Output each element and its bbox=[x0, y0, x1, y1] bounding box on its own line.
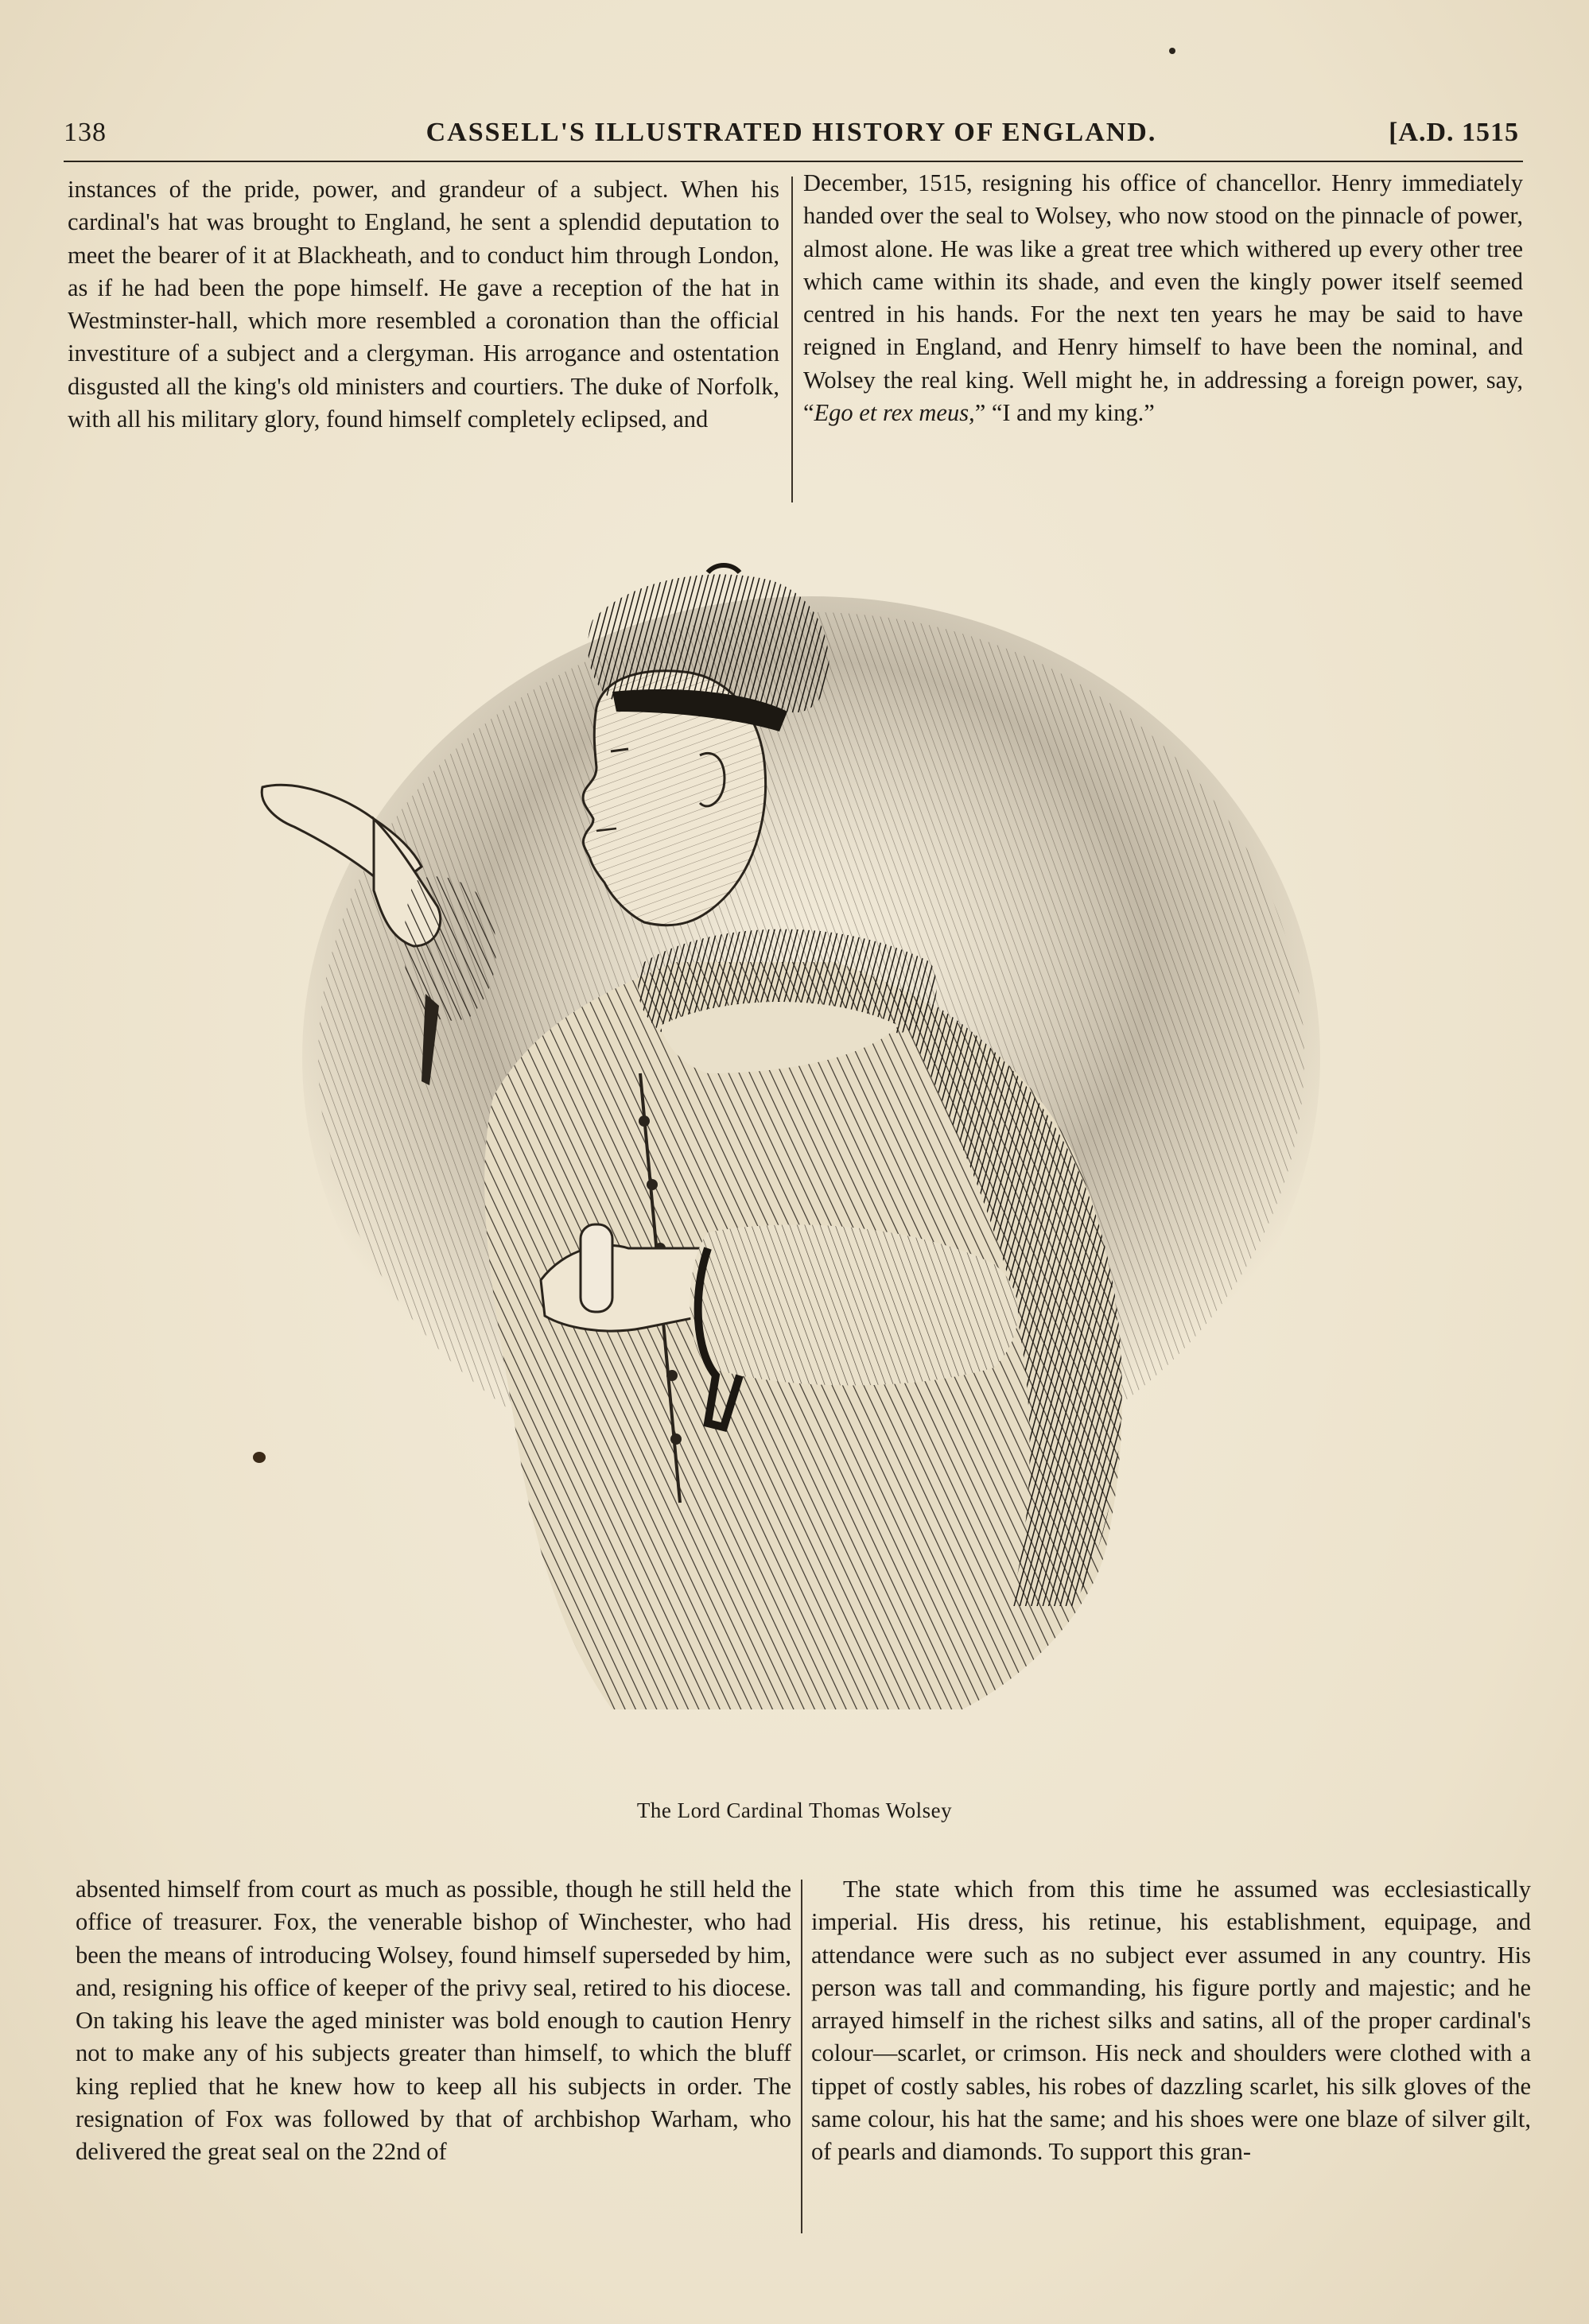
header-date: [A.D. 1515 bbox=[1389, 118, 1519, 147]
ink-spot bbox=[253, 1452, 266, 1463]
column-top-right bbox=[803, 167, 1523, 429]
paragraph: absented himself from court as much as possible, though he still held the office of treasurer. Fox, the venerable bishop of Winchester, who had been the means of introducing Wolsey, found himself superseded by him, and, resigning his office of keeper of the privy seal, retired to his diocese. On taking his leave the aged minister was bold enough to caution Henry not to make any of his subjects greater than himself, to which the bluff king replied that he knew how to keep all his subjects in order. The resignation of Fox was followed by that of archbishop Warham, who delivered the great seal on the 22nd of bbox=[76, 1876, 791, 2166]
paragraph: instances of the pride, power, and grandeur of a subject. When his cardinal's hat was brought to England, he sent a splendid deputation to meet the bearer of it at Blackheath, and to conduct him through London, as if he had been the pope himself. He gave a reception of the hat in Westminster-hall, which more resembled a coronation than the official investiture of a subject and a clergyman. His arrogance and ostentation disgusted all the king's old ministers and courtiers. The duke of Norfolk, with all his military glory, found himself completely eclipsed, and bbox=[68, 176, 779, 433]
running-header bbox=[64, 111, 1519, 159]
paragraph bbox=[803, 167, 1523, 429]
ink-spot bbox=[1169, 48, 1175, 54]
cardinal-wolsey-engraving bbox=[231, 549, 1360, 1741]
column-divider-top bbox=[791, 177, 793, 502]
page-number: 138 bbox=[64, 118, 107, 147]
text-segment: ” “I and my king.” bbox=[974, 399, 1155, 427]
column-divider-bottom bbox=[801, 1880, 802, 2233]
column-bottom-left bbox=[76, 1873, 791, 2169]
column-top-left bbox=[68, 173, 779, 436]
column-bottom-right bbox=[811, 1873, 1531, 2169]
text-segment: December, 1515, resigning his office of chancellor. Henry immediately handed over the seal to Wolsey, who now stood on the pinnacle of power, almost alone. He was like a great tree which withered up every other tree which came within its shade, and even the kingly power itself seemed centred in his hands. For the next ten years he may be said to have reigned in England, and Henry himself to have been the nominal, and Wolsey the real king. Well might he, in addressing a foreign power, say, “ bbox=[803, 169, 1523, 427]
latin-quote: Ego et rex meus, bbox=[814, 399, 975, 427]
book-title: CASSELL'S ILLUSTRATED HISTORY OF ENGLAND. bbox=[425, 118, 1157, 147]
header-rule bbox=[64, 161, 1523, 162]
paragraph: The state which from this time he assumed was ecclesiastically imperial. His dress, his retinue, his establishment, equipage, and attendance were such as no subject ever assumed in any country. His person was tall and commanding, his figure portly and majestic; and he arrayed himself in the richest silks and satins, all of the proper cardinal's colour—scarlet, or crimson. His neck and shoulders were clothed with a tippet of costly sables, his robes of dazzling scarlet, his silk gloves of the same colour, his hat the same; and his shoes were one blaze of silver gilt, of pearls and diamonds. To support this gran- bbox=[811, 1876, 1531, 2166]
figure-caption: The Lord Cardinal Thomas Wolsey bbox=[636, 1798, 953, 1822]
